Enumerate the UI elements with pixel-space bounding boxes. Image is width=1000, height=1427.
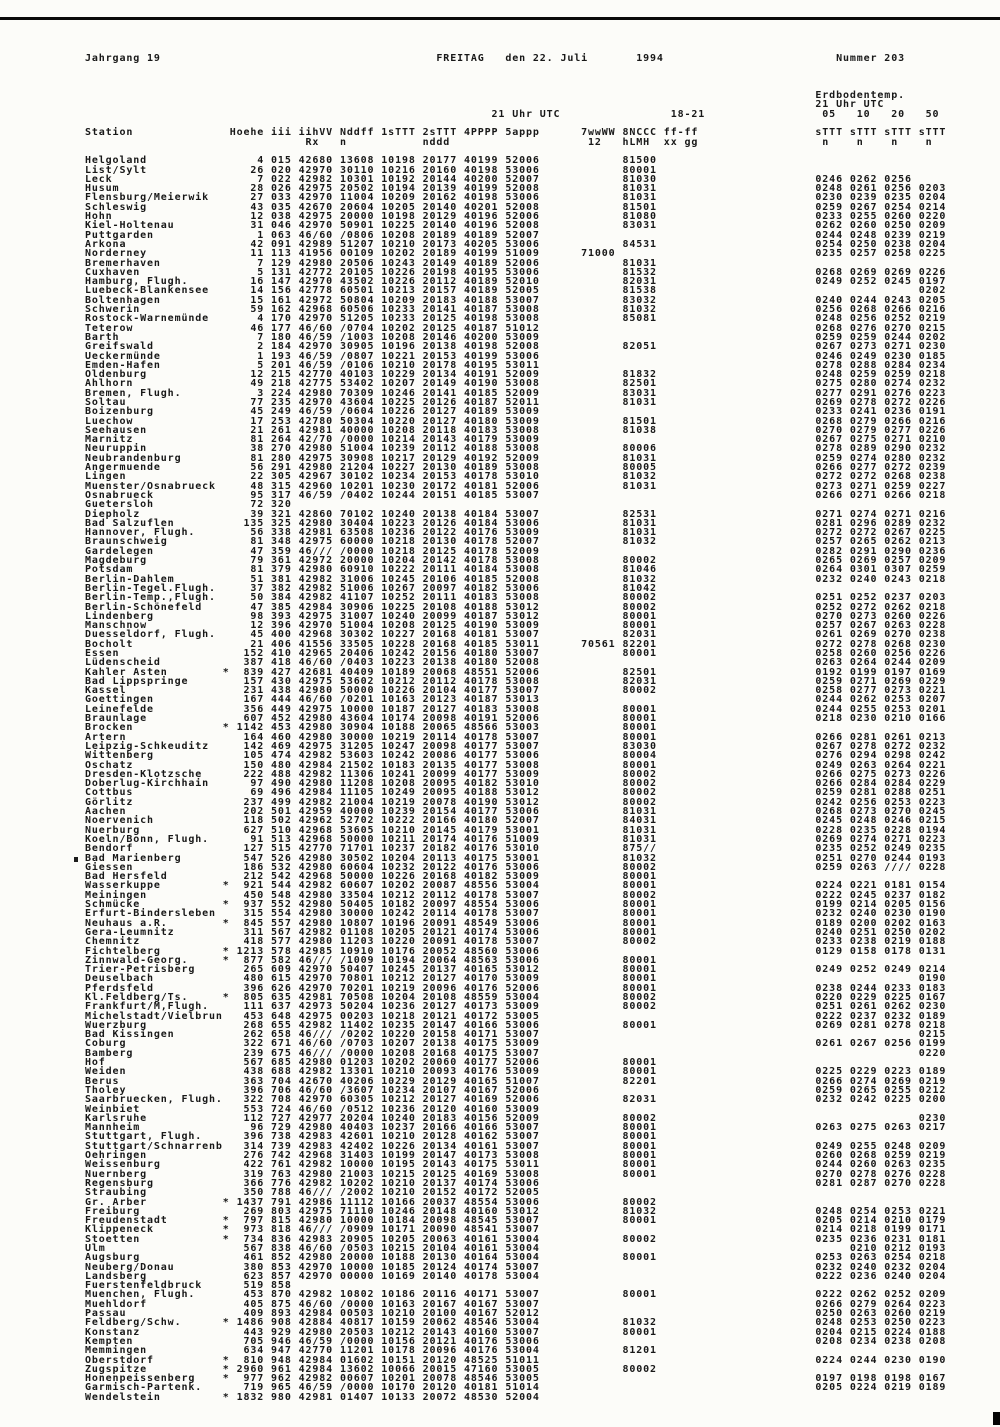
table-row: Fuerstenfeldbruck 519 858 [85,1280,947,1292]
table-row: Schwerin 59 162 42968 60506 10233 20141 40187 53008 81032 0256 0268 0266 0216 [85,304,947,316]
table-row: Görlitz 237 499 42982 21004 10219 20078 40190 53012 80002 0242 0256 0253 0223 [85,796,947,808]
table-row: Luechow 17 253 42780 50304 10220 20127 40180 53009 81501 0268 0279 0266 0216 [85,415,947,427]
table-row: Neubrandenburg 81 280 42975 30908 10217 20129 40192 52009 81031 0259 0274 0280 0232 [85,452,947,464]
table-row: Hohn 12 038 42975 20000 10198 20129 40196 52006 81080 0233 0255 0260 0220 [85,211,947,223]
table-row: Zugspitze * 2960 961 42984 13602 10066 20015 47160 53005 80002 [85,1363,947,1375]
soil-temp-title-line: Erdbodentemp. [85,90,954,102]
table-row: Klippeneck * 973 818 46/// /0909 10171 20090 48541 53007 0214 0218 0199 0171 [85,1224,947,1236]
table-row: Erfurt-Bindersleben 315 554 42980 30000 10242 20114 40178 53007 80001 0232 0240 0230 0190 [85,908,947,920]
table-row: Deuselbach 480 615 42970 70801 10212 20127 40170 53009 80001 0190 [85,973,947,985]
table-row: Emden-Hafen 5 201 46/59 /0106 10210 20178 40195 53011 0278 0288 0284 0234 [85,359,947,371]
table-row: Bad Hersfeld 212 542 42968 50000 10226 20168 40182 53009 80001 [85,871,947,883]
table-row: Artern 164 460 42980 30000 10219 20114 40178 53007 80001 0266 0281 0261 0213 [85,731,947,743]
scan-speck [74,857,78,862]
column-header-line: Station Hoehe iii iihVV Nddff 1sTTT 2sTTT 4PPPP 5appp 7wwWW 8NCCC ff-ff sTTT sTTT sTTT sTTT [85,127,954,139]
table-row: Gardelegen 47 359 46/// /0000 10218 20125 40178 52009 0282 0291 0290 0236 [85,545,947,557]
table-row: Essen 152 410 42965 20406 10242 20156 40180 53007 80001 0258 0260 0256 0226 [85,648,947,659]
table-row: Lindenberg 98 393 42975 31007 10240 20099 40187 53012 80001 0270 0273 0260 0226 [85,610,947,622]
table-row: Boltenhagen 15 161 42972 50804 10209 20183 40188 53007 83032 0240 0244 0243 0205 [85,294,947,306]
table-row: Arkona 42 091 42989 51207 10210 20173 40205 53006 84531 0254 0250 0238 0204 [85,238,947,250]
table-row: Noervenich 118 502 42962 52702 10222 20166 40180 52007 84031 0245 0248 0246 0215 [85,815,947,827]
scan-artifact-corner [993,1412,1000,1425]
table-row: List/Sylt 26 020 42970 30110 10216 20160 40198 53006 80001 [85,164,947,176]
table-row: Giessen 186 532 42980 60604 10232 20122 40176 53006 80002 0259 0263 //// 0228 [85,861,947,873]
table-row: Soltau 77 235 42970 43604 10225 20126 40187 52011 81031 0269 0278 0272 0226 [85,396,947,408]
spacer-line [85,63,953,72]
table-row: Bocholt 21 406 41556 33505 10228 20168 40185 53011 70561 82201 0272 0278 0268 0230 [85,638,947,650]
table-row: Lingen 22 305 42967 30102 10234 20153 40178 53010 81032 0272 0272 0268 0238 [85,471,947,483]
table-row: Schmücke * 937 552 42980 50405 10182 20097 48554 53006 80001 0199 0214 0205 0156 [85,899,947,911]
table-row: Cuxhaven 5 131 42772 20105 10226 20198 40195 53006 81532 0268 0269 0269 0226 [85,266,947,278]
masthead-line: Jahrgang 19 FREITAG den 22. Juli 1994 Nummer 203 [85,53,954,64]
table-row: Bad Salzuflen 135 325 42980 30404 10223 20126 40184 53006 81031 0281 0296 0289 0232 [85,517,947,529]
table-row: Bad Lippspringe 157 430 42975 53602 10212 20112 40178 53008 82031 0259 0271 0269 0229 [85,675,947,687]
table-row: Bendorf 127 515 42770 71701 10237 20182 40176 53010 875// 0235 0252 0249 0235 [85,843,947,855]
table-row: Cottbus 69 496 42984 11105 10249 20095 40188 53012 80002 0259 0281 0288 0251 [85,787,947,799]
table-row: Kiel-Holtenau 31 046 42970 50901 10225 20140 40196 52008 83031 0262 0260 0250 0209 [85,220,947,232]
table-row: Chemnitz 418 577 42980 11203 10220 20091 40178 53007 80002 0233 0238 0219 0188 [85,936,947,948]
table-row: Neuhaus a.R. * 845 557 42980 10807 10196 20091 48549 53006 80001 0189 0200 0202 0163 [85,917,947,929]
weather-bulletin-table [85,54,953,1402]
table-row: Konstanz 443 929 42980 20503 10212 20143 40160 53007 80001 0204 0215 0224 0188 [85,1326,947,1338]
table-row: Nuernberg 319 763 42980 21003 10215 20125 40169 53008 80001 0270 0278 0276 0228 [85,1168,947,1180]
table-row: Husum 28 026 42975 20502 10194 20139 40199 52008 81031 0248 0261 0256 0203 [85,183,947,195]
table-row: Freiburg 269 803 42975 71110 10246 20148 40160 53012 81032 0248 0254 0253 0221 [85,1205,947,1217]
table-row: Frankfurt/M,Flugh. 111 637 42973 50204 10236 20127 40173 53009 80002 0251 0261 0262 0230 [85,1001,947,1013]
scan-artifact-top-line [0,17,1000,20]
table-row: Flensburg/Meierwik 27 033 42970 11004 10209 20162 40198 53006 81031 0230 0239 0235 0204 [85,192,947,204]
table-row: Lüdenscheid 387 418 46/60 /0403 10223 20138 40180 52008 0263 0264 0244 0209 [85,657,947,669]
table-row: Rostock-Warnemünde 4 170 42970 51205 10233 20125 40198 53008 85081 0248 0256 0252 0219 [85,313,947,325]
table-row: Braunlage 607 452 42980 43604 10174 20098 40191 52006 80001 0218 0230 0210 0166 [85,713,947,725]
table-row: Bremerhaven 7 129 42980 20506 10243 20149 40189 52006 81031 [85,257,947,269]
table-row: Honenpeissenberg * 977 962 42982 00607 10201 20078 48546 53005 0197 0198 0198 0167 [85,1373,947,1385]
table-row: Angermuende 56 291 42980 21204 10227 20130 40189 53008 80005 0266 0277 0272 0239 [85,462,947,474]
table-row: Puttgarden 1 063 46/60 /0806 10208 20189 40189 52007 0244 0248 0239 0219 [85,229,947,241]
table-row: Duesseldorf, Flugh. 45 400 42968 30302 10227 20168 40181 53007 82031 0261 0269 0270 0238 [85,629,947,641]
table-row: Berlin-Schönefeld 47 385 42984 30906 10225 20108 40188 53012 80002 0252 0272 0262 0218 [85,601,947,613]
table-row: Muenchen, Flugh. 453 870 42982 10802 10186 20116 40171 53007 80001 0222 0262 0252 0209 [85,1289,947,1301]
table-row: Bremen, Flugh. 3 224 42980 70309 10246 20141 40185 52009 83031 0277 0291 0276 0223 [85,387,947,399]
table-row: Koeln/Bonn, Flugh. 91 513 42968 50000 10211 20174 40176 51009 81031 0269 0274 0271 0223 [85,833,947,845]
table-row: Osnabrueck 95 317 46/59 /0402 10244 20151 40185 53007 0266 0271 0266 0218 [85,489,947,501]
table-row: Memmingen 634 947 42770 11201 10178 20096 40176 53004 81201 [85,1345,947,1357]
spacer-line [85,73,953,82]
table-row: Regensburg 366 776 42982 10202 10210 20137 40174 53006 0281 0287 0270 0228 [85,1177,947,1189]
table-row: Wuerzburg 268 655 42982 11402 10235 20147 40166 53006 80001 0269 0281 0278 0218 [85,1019,947,1031]
table-row: Teterow 46 177 46/60 /0704 10202 20125 40187 51012 0268 0276 0270 0215 [85,322,947,334]
table-row: Mannheim 96 729 42980 40403 10237 20166 40166 53007 80001 0263 0275 0263 0217 [85,1122,947,1134]
table-row: Stuttgart, Flugh. 396 738 42983 42601 10210 20128 40162 53007 80001 [85,1131,947,1143]
table-row: Marnitz 81 264 42/70 /0000 10214 20143 40179 53009 0267 0275 0271 0210 [85,434,947,446]
table-row: Bad Marienberg 547 526 42980 30502 10204 20113 40175 53001 81032 0251 0270 0244 0193 [85,852,947,864]
table-row: Kahler Asten * 839 427 42681 40409 10189 20068 48551 52006 82501 0192 0199 0197 0169 [85,666,947,678]
table-row: Kempten 705 946 46/59 /0000 10156 20121 40176 53006 0208 0234 0238 0208 [85,1335,947,1347]
table-row: Oldenburg 12 215 42770 40103 10229 20134 40191 52009 81832 0248 0259 0259 0218 [85,369,947,381]
table-row: Bamberg 239 675 46/// /0000 10208 20168 40175 53007 0220 [85,1047,947,1059]
table-row: Neuberg/Donau 380 853 42970 10000 10185 20124 40174 53007 0232 0240 0232 0204 [85,1261,947,1273]
table-row: Schleswig 43 035 42670 20604 10205 20140 40201 52008 81501 0259 0267 0254 0214 [85,201,947,213]
table-row: Oberstdorf * 810 948 42984 01602 10151 20120 48525 51011 0224 0244 0230 0190 [85,1354,947,1366]
table-row: Weissenburg 422 761 42982 10000 10195 20143 40175 53011 80001 0244 0260 0263 0235 [85,1159,947,1171]
table-row: Augsburg 461 852 42980 20000 10188 20130 40164 53004 80001 0253 0263 0254 0218 [85,1252,947,1264]
table-row: Coburg 322 671 46/60 /0703 10207 20138 40175 53009 0261 0267 0256 0199 [85,1038,947,1050]
table-row: Tholey 396 706 46/60 /3607 10234 20107 40167 52006 0259 0265 0255 0212 [85,1084,947,1096]
table-row: Braunschweig 81 348 42975 60000 10218 20130 40178 52007 81032 0257 0265 0262 0213 [85,536,947,548]
table-row: Gr. Arber * 1437 791 42986 11112 10166 20037 48554 53006 80002 [85,1196,947,1208]
table-row: Leipzig-Schkeuditz 142 469 42975 31205 10247 20098 40177 53007 83030 0267 0278 0272 0232 [85,740,947,752]
table-row: Stuttgart/Schnarrenb 314 739 42983 42402 10226 20134 40161 53007 80001 0249 0255 0248 0209 [85,1140,947,1152]
table-row: Boizenburg 45 249 46/59 /0604 10226 20127 40189 53009 0233 0241 0236 0191 [85,406,947,418]
table-row: Neuruppin 38 270 42980 51004 10239 20112 40188 53008 80006 0278 0289 0290 0232 [85,443,947,455]
table-row: Gera-Leumnitz 311 567 42982 01108 10205 20121 40174 53006 80001 0240 0251 0250 0202 [85,926,947,938]
table-row: Ueckermünde 1 193 46/59 /0807 10221 20153 40199 53006 0246 0249 0230 0185 [85,350,947,362]
table-row: Dresden-Klotzsche 222 488 42982 11306 10241 20099 40177 53009 80002 0266 0275 0273 0226 [85,768,947,780]
table-row: Hannover, Flugh. 56 338 42981 63508 10236 20122 40176 53009 81031 0272 0272 0267 0225 [85,527,947,539]
table-row: Manschnow 12 396 42970 51004 10208 20125 40190 53009 80001 0257 0267 0263 0228 [85,620,947,632]
table-row: Bad Kissingen 262 658 46/// /0202 10220 20158 40171 53007 0215 [85,1029,947,1041]
table-row: Kassel 231 438 42980 50000 10226 20104 40177 53007 80002 0258 0277 0273 0221 [85,685,947,697]
table-row: Greifswald 2 184 42970 30905 10196 20138 40198 52008 82051 0267 0273 0271 0230 [85,341,947,353]
table-row: Leck 7 022 42982 10301 10192 20144 40200 52007 81030 0246 0262 0256 [85,173,947,185]
table-row: Trier-Petrisberg 265 609 42970 50407 10245 20137 40165 53012 80001 0249 0252 0249 0214 [85,964,947,976]
table-row: Muehldorf 405 875 46/60 /0000 10163 20167 40167 53007 0266 0279 0264 0223 [85,1298,947,1310]
table-row: Feldberg/Schw. * 1486 908 42884 40817 10159 20062 48546 53004 81032 0248 0253 0250 0223 [85,1317,947,1329]
table-row: Berlin-Temp.,Flugh. 50 384 42982 41107 10252 20111 40183 53008 80002 0251 0252 0237 0203 [85,592,947,604]
table-row: Doberlug-Kirchhain 97 490 42980 11208 10208 20095 40182 53010 80002 0266 0284 0284 0229 [85,778,947,790]
table-row: Saarbruecken, Flugh. 322 708 42970 60305 10212 20127 40169 52006 82031 0232 0242 0225 0200 [85,1094,947,1106]
column-subheader-line: Rx n nddd 12 hLMH xx gg n n n n [85,136,954,148]
table-row: Oschatz 150 480 42984 21502 10183 20135 40177 53008 80001 0249 0263 0264 0221 [85,759,947,771]
table-row: Magdeburg 79 361 42972 20000 10204 20142 40178 53008 80002 0265 0269 0257 0209 [85,555,947,567]
table-row: Landsberg 623 857 42970 00000 10169 20140 40178 53004 0222 0236 0240 0204 [85,1270,947,1282]
table-row: Karlsruhe 112 727 42977 20204 10240 20183 40156 52009 80002 0230 [85,1112,947,1124]
table-row: Helgoland 4 015 42680 13608 10198 20177 40199 52006 81500 [85,155,947,167]
table-row: Guetersloh 72 320 [85,499,947,511]
table-row: Freudenstadt * 797 815 42980 10000 10184 20098 48545 53007 80001 0205 0214 0210 0179 [85,1215,947,1227]
table-row: Weinbiet 553 724 46/60 /0512 10236 20120 40160 53009 [85,1103,947,1115]
table-row: Meiningen 450 548 42980 33504 10212 20112 40178 53007 80002 0222 0245 0237 0182 [85,889,947,901]
table-row: Brocken * 1142 453 42980 30904 10188 20065 48566 53003 80001 [85,722,947,734]
table-row: Weiden 438 688 42982 13301 10210 20093 40176 53009 80001 0225 0229 0223 0189 [85,1066,947,1078]
table-row: Berlin-Tegel.Flugh. 37 382 42982 51006 10267 20097 40182 53006 81042 [85,582,947,594]
table-row: Seehausen 21 261 42981 40000 10208 20118 40183 53008 81038 0270 0279 0277 0226 [85,424,947,436]
table-row: Hof 567 685 42980 01203 10202 20060 40177 52006 80001 [85,1057,947,1069]
table-row: Potsdam 81 379 42980 60910 10222 20111 40184 53008 81046 0264 0301 0307 0259 [85,564,947,576]
table-row: Goettingen 167 444 46/60 /0201 10163 20123 40187 53013 0244 0262 0253 0207 [85,694,947,706]
obs-time-header-line: 21 Uhr UTC 18-21 05 10 20 50 [85,108,954,120]
table-row: Muenster/Osnabrueck 48 315 42960 10201 10230 20172 40181 52006 81031 0273 0271 0259 0227 [85,480,947,492]
table-row: Ahlhorn 49 218 42775 53402 10207 20149 40190 53008 82501 0275 0280 0274 0232 [85,378,947,390]
table-row: Zinnwald-Georg. * 877 582 46/// /1009 10194 20064 48563 53006 80001 [85,954,947,966]
table-row: Diepholz 39 321 42860 70102 10240 20138 40184 53007 82531 0271 0274 0271 0216 [85,508,947,520]
table-row: Straubing 350 788 46/// /2002 10210 20152 40172 52005 [85,1187,947,1199]
table-row: Kl.Feldberg/Ts. * 805 635 42981 70508 10204 20108 48559 53004 80002 0220 0229 0225 0167 [85,991,947,1003]
table-row: Wendelstein * 1832 980 42981 01407 10133 20072 48530 52004 [85,1391,947,1403]
table-row: Wittenberg 105 474 42982 53603 10242 20086 40177 53006 80004 0276 0294 0298 0242 [85,750,947,762]
table-row: Pferdsfeld 396 626 42970 70201 10219 20096 40176 52006 80001 0238 0244 0233 0183 [85,982,947,994]
table-row: Nuerburg 627 510 42968 53605 10210 20145 40179 53001 81031 0228 0235 0228 0194 [85,824,947,836]
table-row: Aachen 202 501 42959 40000 10239 20154 40177 53006 81031 0268 0273 0270 0245 [85,806,947,818]
table-row: Luebeck-Blankensee 14 156 42778 60501 10213 20157 40189 52005 81538 0202 [85,285,947,297]
table-row: Ulm 567 838 46/60 /0503 10215 20104 40161 53004 0210 0212 0193 [85,1243,947,1254]
table-row: Fichtelberg * 1213 578 42985 10910 10176 20052 48560 53006 0129 0158 0178 0131 [85,945,947,957]
table-row: Stoetten * 734 836 42983 20905 10205 20063 40161 53004 80002 0235 0236 0231 0181 [85,1233,947,1245]
table-row: Passau 409 893 42984 00503 10210 20100 40167 52012 0250 0263 0260 0219 [85,1308,947,1320]
table-row: Norderney 11 113 41956 00109 10202 20189 40199 51009 71000 0235 0257 0258 0225 [85,248,947,260]
table-row: Wasserkuppe * 921 544 42982 60607 10202 20087 48556 53004 80001 0224 0221 0181 0154 [85,880,947,892]
table-row: Michelstadt/Vielbrun 453 648 42975 00203 10218 20121 40172 53005 0222 0237 0232 0189 [85,1010,947,1022]
table-row: Garmisch-Partenk. 719 965 46/59 /0000 10170 20120 40181 51014 0205 0224 0219 0189 [85,1382,947,1394]
table-row: Hamburg, Flugh. 16 147 42970 43502 10226 20112 40189 52010 82031 0249 0252 0245 0197 [85,276,947,288]
table-row: Oehringen 276 742 42968 31403 10199 20147 40173 53008 80001 0260 0268 0259 0219 [85,1150,947,1162]
table-row: Berus 363 704 42670 40206 10229 20129 40165 51007 82201 0266 0274 0269 0219 [85,1075,947,1087]
table-row: Leinefelde 356 449 42975 10000 10187 20127 40183 53008 80001 0244 0255 0253 0201 [85,703,947,715]
table-row: Barth 7 180 46/59 /1003 10208 20146 40200 53009 0259 0259 0244 0202 [85,331,947,343]
soil-temp-time-line: 21 Uhr UTC [85,99,954,111]
table-row: Berlin-Dahlem 51 381 42982 31006 10245 20106 40185 52008 81032 0232 0240 0243 0218 [85,573,947,585]
